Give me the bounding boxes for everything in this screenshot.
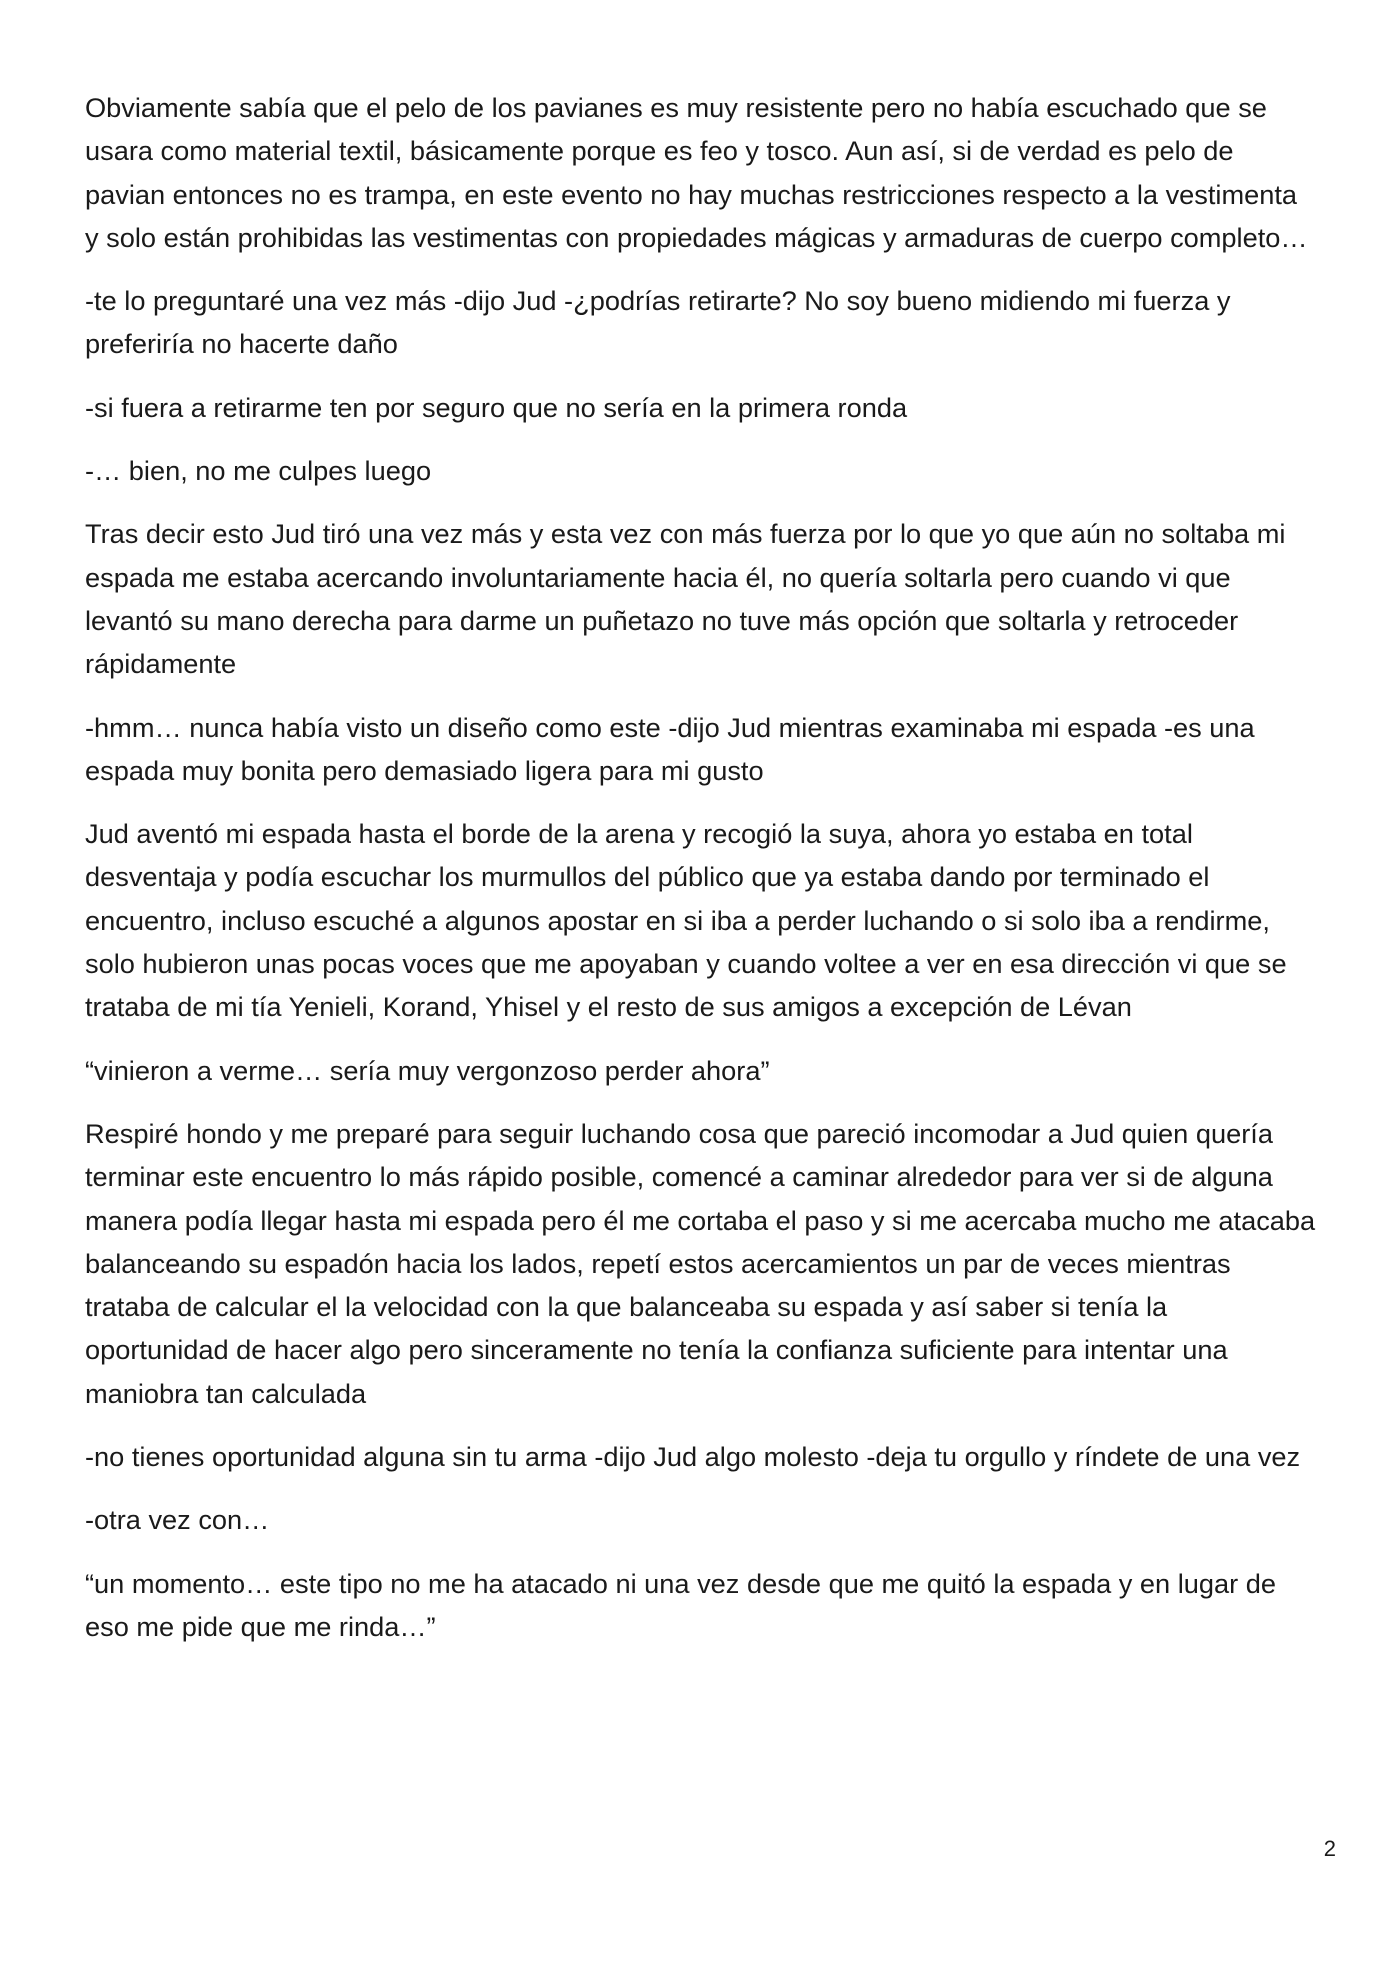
paragraph-11: -otra vez con… — [85, 1504, 270, 1536]
paragraph-1: Obviamente sabía que el pelo de los pavianes es muy resistente pero no había escuchado que se usara como material textil, básicamente porque es feo y tosco. Aun así, si de verdad es pelo de pavian entonces no es trampa, en este evento no hay muchas restricciones respecto a la vestimenta y solo están prohibidas las vestimentas con propiedades mágicas y armaduras de cuerpo completo… — [85, 92, 1308, 253]
paragraph-7: Jud aventó mi espada hasta el borde de la arena y recogió la suya, ahora yo estaba en total desventaja y podía escuchar los murmullos del público que ya estaba dando por terminado el encuentro, incluso escuché a algunos apostar en si iba a perder luchando o si solo iba a rendirme, solo hubieron unas pocas voces que me apoyaban y cuando voltee a ver en esa dirección vi que se trataba de mi tía Yenieli, Korand, Yhisel y el resto de sus amigos a excepción de Lévan — [85, 818, 1287, 1023]
paragraph-9: Respiré hondo y me preparé para seguir luchando cosa que pareció incomodar a Jud quien quería terminar este encuentro lo más rápido posible, comencé a caminar alrededor para ver si de alguna manera podía llegar hasta mi espada pero él me cortaba el paso y si me acercaba mucho me atacaba balanceando su espadón hacia los lados, repetí estos acercamientos un par de veces mientras trataba de calcular el la velocidad con la que balanceaba su espada y así saber si tenía la oportunidad de hacer algo pero sinceramente no tenía la confianza suficiente para intentar una maniobra tan calculada — [85, 1117, 1316, 1409]
paragraph-2: -te lo preguntaré una vez más -dijo Jud -¿podrías retirarte? No soy bueno midiendo mi fuerza y preferiría no hacerte daño — [85, 285, 1231, 360]
paragraph-8: “vinieron a verme… sería muy vergonzoso perder ahora” — [85, 1054, 770, 1086]
paragraph-12: “un momento… este tipo no me ha atacado ni una vez desde que me quitó la espada y en lugar de eso me pide que me rinda…” — [85, 1567, 1276, 1642]
paragraph-3: -si fuera a retirarme ten por seguro que no sería en la primera ronda — [85, 391, 908, 423]
page-number: 2 — [1323, 1836, 1336, 1861]
paragraph-10: -no tienes oportunidad alguna sin tu arma -dijo Jud algo molesto -deja tu orgullo y ríndete de una vez — [85, 1441, 1301, 1473]
document-body — [85, 86, 1317, 1668]
paragraph-4: -… bien, no me culpes luego — [85, 455, 432, 487]
paragraph-6: -hmm… nunca había visto un diseño como este -dijo Jud mientras examinaba mi espada -es una espada muy bonita pero demasiado ligera para mi gusto — [85, 711, 1255, 786]
paragraph-5: Tras decir esto Jud tiró una vez más y esta vez con más fuerza por lo que yo que aún no soltaba mi espada me estaba acercando involuntariamente hacia él, no quería soltarla pero cuando vi que levantó su mano derecha para darme un puñetazo no tuve más opción que soltarla y retroceder rápidamente — [85, 518, 1286, 680]
